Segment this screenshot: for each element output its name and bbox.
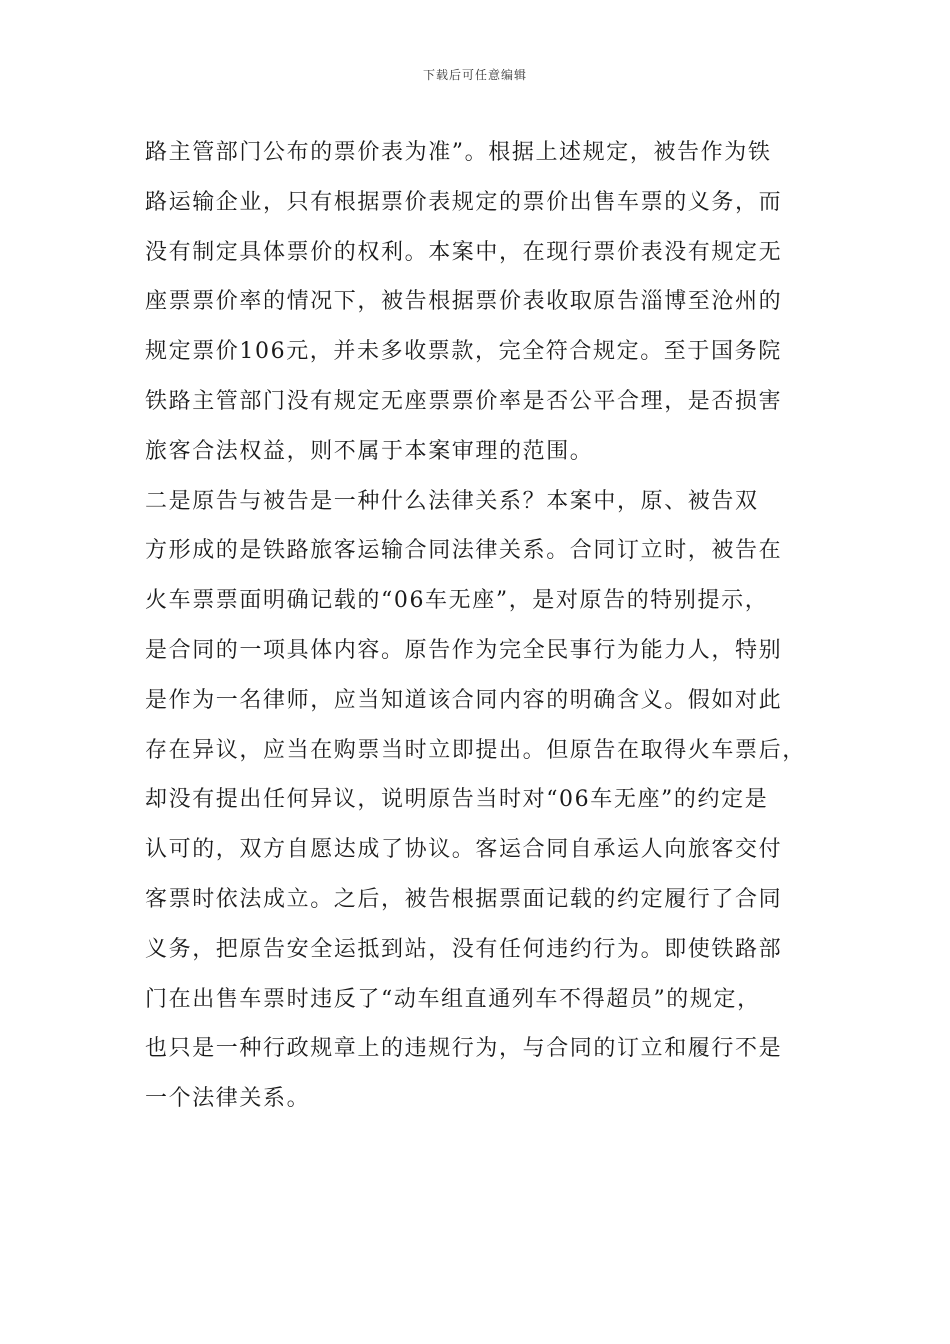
- page-header: 下载后可任意编辑: [422, 68, 527, 82]
- text-line: 路运输企业，只有根据票价表规定的票价出售车票的义务，而: [145, 189, 783, 215]
- text-line: 二是原告与被告是一种什么法律关系？本案中，原、被告双: [145, 488, 759, 514]
- text-line: 火车票票面明确记载的“06车无座”，是对原告的特别提示，: [145, 588, 769, 614]
- text-line: 客票时依法成立。之后，被告根据票面记载的约定履行了合同: [145, 886, 783, 912]
- text-line: 规定票价106元，并未多收票款，完全符合规定。至于国务院: [145, 339, 782, 365]
- text-line: 路主管部门公布的票价表为准”。根据上述规定，被告作为铁: [145, 140, 772, 165]
- text-line: 没有制定具体票价的权利。本案中，在现行票价表没有规定无: [145, 239, 783, 265]
- text-line: 旅客合法权益，则不属于本案审理的范围。: [145, 438, 594, 464]
- text-line: 铁路主管部门没有规定无座票票价率是否公平合理，是否损害: [145, 388, 783, 414]
- text-line: 却没有提出任何异议，说明原告当时对“06车无座”的约定是: [145, 787, 769, 813]
- text-line: 义务，把原告安全运抵到站，没有任何违约行为。即使铁路部: [145, 936, 783, 962]
- text-line: 一个法律关系。: [145, 1086, 311, 1112]
- paragraph-2: [145, 477, 807, 1124]
- text-line: 门在出售车票时违反了“动车组直通列车不得超员”的规定，: [145, 986, 761, 1012]
- paragraph-1: [145, 128, 807, 477]
- text-line: 方形成的是铁路旅客运输合同法律关系。合同订立时，被告在: [145, 538, 783, 564]
- text-line: 是作为一名律师，应当知道该合同内容的明确含义。假如对此: [145, 687, 783, 713]
- text-line: 也只是一种行政规章上的违规行为，与合同的订立和履行不是: [145, 1036, 783, 1062]
- document-body: [145, 128, 807, 1124]
- text-line: 座票票价率的情况下，被告根据票价表收取原告淄博至沧州的: [145, 289, 783, 315]
- text-line: 存在异议，应当在购票当时立即提出。但原告在取得火车票后，: [145, 737, 806, 763]
- text-line: 认可的，双方自愿达成了协议。客运合同自承运人向旅客交付: [145, 837, 783, 863]
- text-line: 是合同的一项具体内容。原告作为完全民事行为能力人，特别: [145, 637, 783, 663]
